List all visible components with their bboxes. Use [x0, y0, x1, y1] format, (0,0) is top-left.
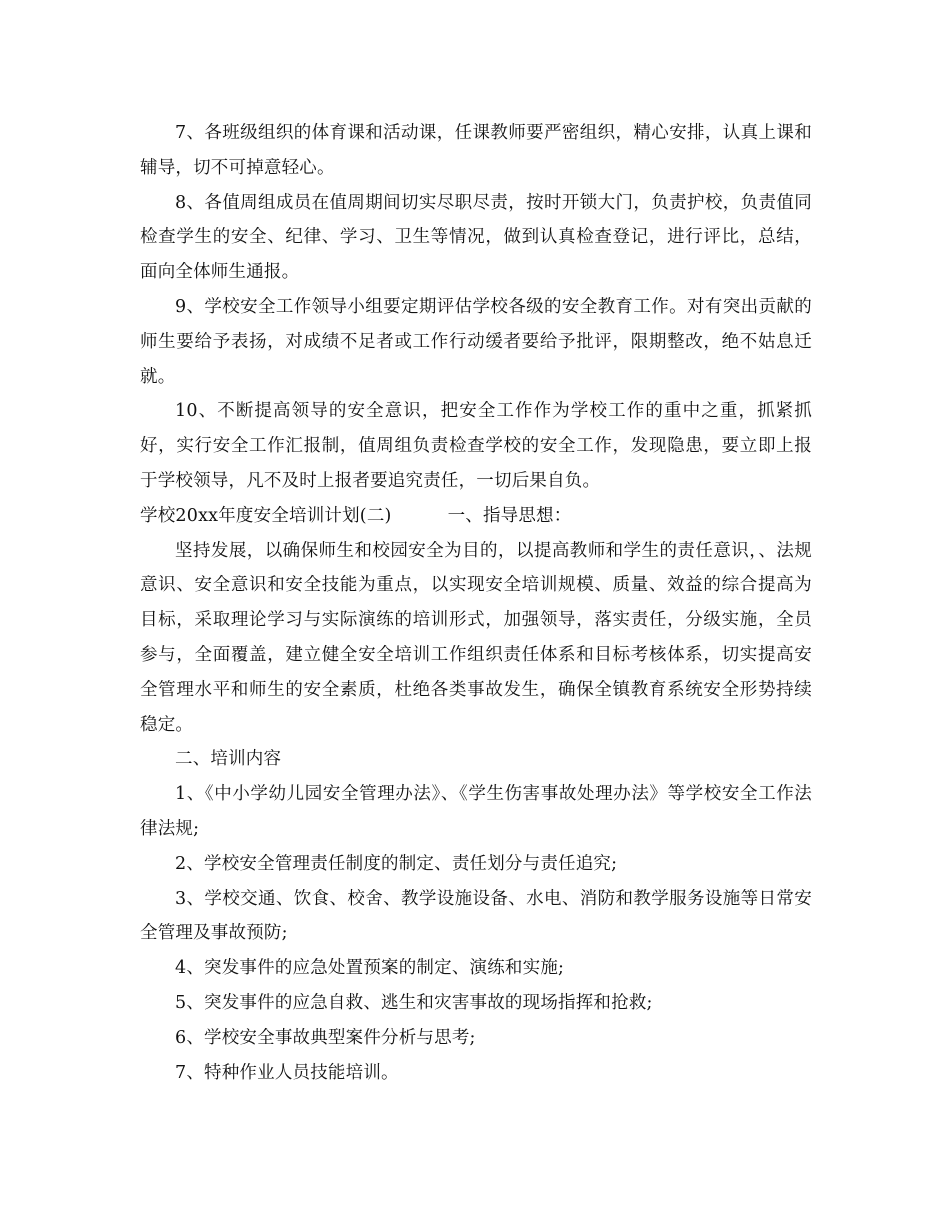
paragraph-item-9: 9、学校安全工作领导小组要定期评估学校各级的安全教育工作。对有突出贡献的师生要给予表扬，对成绩不足者或工作行动缓者要给予批评，限期整改，绝不姑息迁就。 — [140, 296, 812, 387]
plan-title-line — [140, 499, 812, 534]
training-item-3: 3、学校交通、饮食、校舍、教学设施设备、水电、消防和教学服务设施等日常安全管理及事故预防; — [140, 888, 812, 944]
training-item-4: 4、突发事件的应急处置预案的制定、演练和实施; — [175, 958, 565, 979]
training-item-7: 7、特种作业人员技能培训。 — [175, 1062, 399, 1083]
training-item-5: 5、突发事件的应急自救、逃生和灾害事故的现场指挥和抢救; — [175, 992, 653, 1013]
plan-title: 学校20xx年度安全培训计划(二) — [140, 505, 392, 526]
section-one-heading: 一、指导思想： — [447, 505, 572, 526]
training-item-1: 1、《中小学幼儿园安全管理办法》、《学生伤害事故处理办法》等学校安全工作法律法规; — [140, 784, 812, 839]
paragraph-item-10: 10、不断提高领导的安全意识，把安全工作作为学校工作的重中之重，抓紧抓好，实行安全工作汇报制，值周组负责检查学校的安全工作，发现隐患，要立即上报于学校领导，凡不及时上报者要追究责任，一切后果自负。 — [140, 401, 812, 491]
paragraph-item-7: 7、各班级组织的体育课和活动课，任课教师要严密组织，精心安排，认真上课和辅导，切不可掉意轻心。 — [140, 123, 812, 178]
training-item-6: 6、学校安全事故典型案件分析与思考; — [175, 1027, 476, 1048]
document-page — [140, 116, 812, 1090]
guiding-thought-paragraph: 坚持发展，以确保师生和校园安全为目的，以提高教师和学生的责任意识，、法规意识、安全意识和安全技能为重点，以实现安全培训规模、质量、效益的综合提高为目标，采取理论学习与实际演练的培训形式，加强领导，落实责任，分级实施，全员参与，全面覆盖，建立健全安全培训工作组织责任体系和目标考核体系，切实提高安全管理水平和师生的安全素质，杜绝各类事故发生，确保全镇教育系统安全形势持续稳定。 — [140, 540, 812, 735]
training-item-2: 2、学校安全管理责任制度的制定、责任划分与责任追究; — [175, 853, 618, 874]
paragraph-item-8: 8、各值周组成员在值周期间切实尽职尽责，按时开锁大门，负责护校，负责值同检查学生的安全、纪律、学习、卫生等情况，做到认真检查登记，进行评比，总结，面向全体师生通报。 — [140, 192, 812, 283]
section-two-heading: 二、培训内容 — [175, 749, 282, 770]
